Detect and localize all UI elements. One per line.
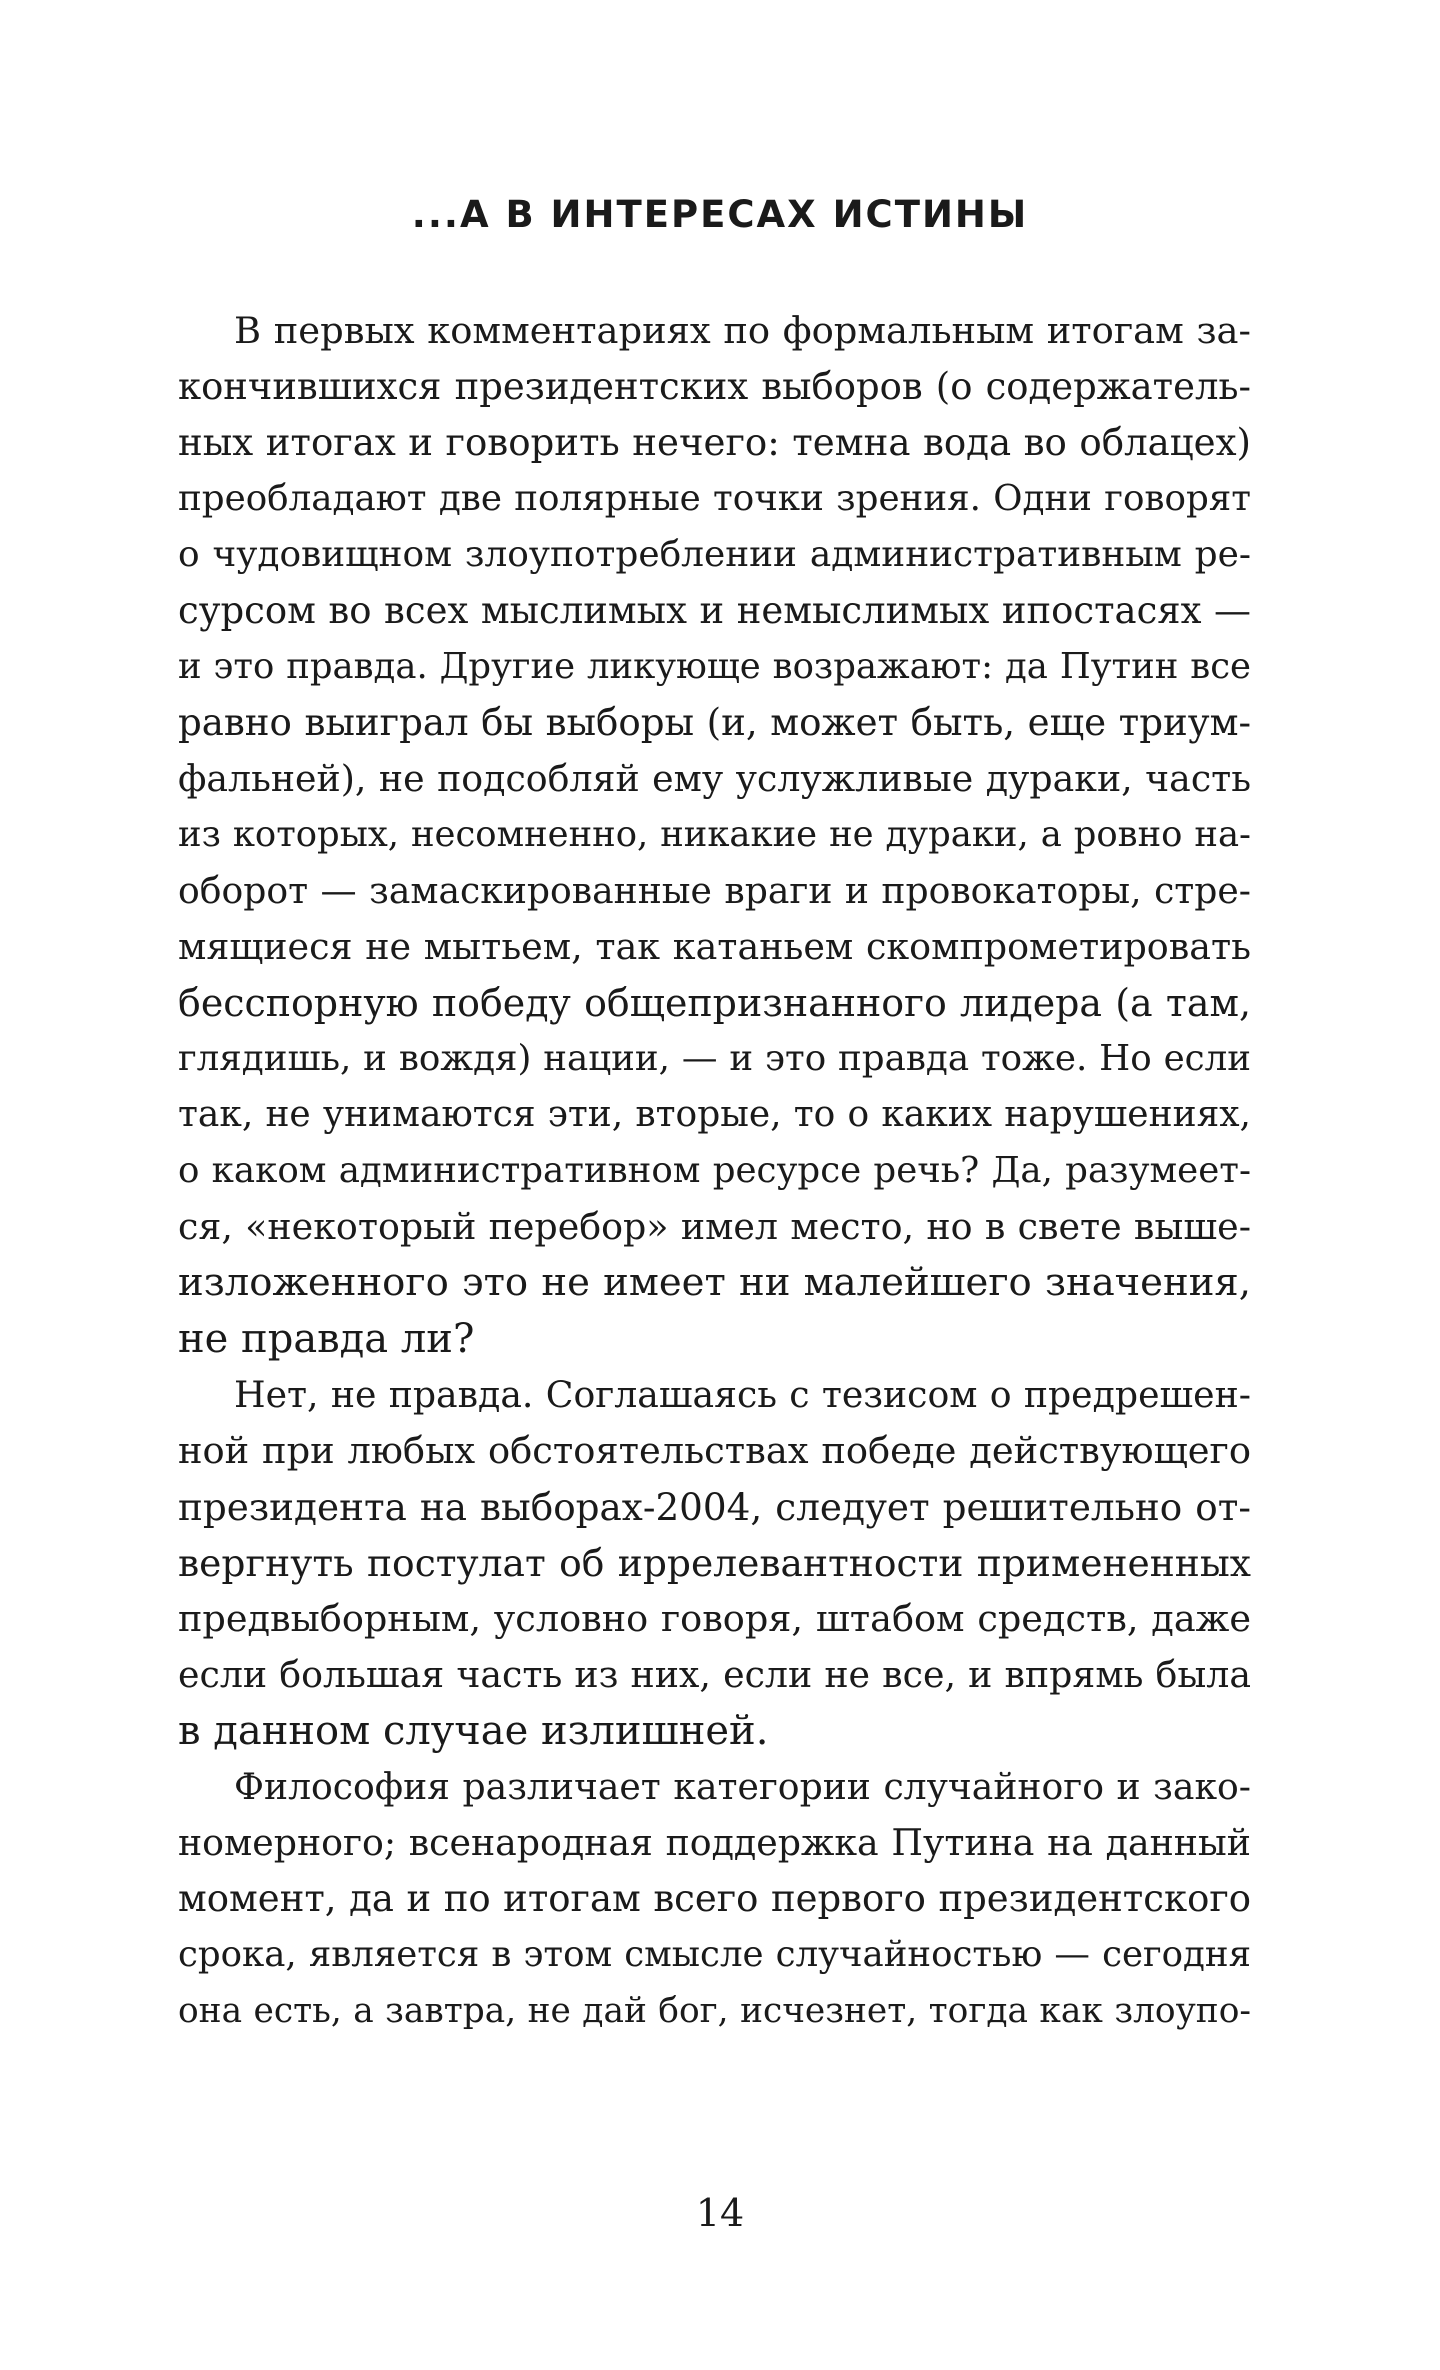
text-line: номерного; всенародная поддержка Путина на данный [178, 1821, 1251, 1864]
text-line: мящиеся не мытьем, так катаньем скомпрометировать [178, 925, 1251, 968]
text-line: и это правда. Другие ликующе возражают: да Путин все [178, 646, 1251, 687]
text-line: о каком административном ресурсе речь? Да, разумеет- [178, 1150, 1251, 1191]
text-line: ных итогах и говорить нечего: темна вода во облацех) [178, 421, 1251, 464]
text-line: равно выиграл бы выборы (и, может быть, еще триум- [178, 701, 1251, 744]
text-line: преобладают две полярные точки зрения. Одни говорят [178, 478, 1251, 519]
chapter-heading: ...А В ИНТЕРЕСАХ ИСТИНЫ [411, 193, 1029, 236]
text-line: глядишь, и вождя) нации, — и это правда тоже. Но если [178, 1038, 1251, 1079]
text-line: Философия различает категории случайного и зако- [234, 1765, 1251, 1808]
text-line: срока, является в этом смысле случайностью — сегодня [178, 1934, 1251, 1975]
text-line: если большая часть из них, если не все, и впрямь была [178, 1653, 1251, 1696]
text-line: из которых, несомненно, никакие не дураки, а ровно на- [178, 814, 1251, 855]
text-line: сурсом во всех мыслимых и немыслимых ипостасях — [178, 589, 1251, 632]
page-number: 14 [695, 2191, 745, 2235]
text-line: президента на выборах-2004, следует решительно от- [178, 1485, 1251, 1529]
body-text [178, 303, 1251, 2039]
text-line: Нет, не правда. Соглашаясь с тезисом о предрешен- [234, 1373, 1251, 1416]
text-line: момент, да и по итогам всего первого президентского [178, 1877, 1251, 1920]
text-line: она есть, а завтра, не дай бог, исчезнет, тогда как злоупо- [178, 1991, 1251, 2031]
text-line: так, не унимаются эти, вторые, то о каких нарушениях, [178, 1094, 1251, 1135]
text-line: в данном случае излишней. [178, 1708, 769, 1754]
text-line: кончившихся президентских выборов (о содержатель- [178, 365, 1251, 408]
text-line: не правда ли? [178, 1316, 475, 1362]
text-line: предвыборным, условно говоря, штабом средств, даже [178, 1597, 1251, 1640]
text-line: изложенного это не имеет ни малейшего значения, [178, 1260, 1251, 1305]
text-line: ся, «некоторый перебор» имел место, но в свете выше- [178, 1205, 1251, 1248]
text-line: о чудовищном злоупотреблении административным ре- [178, 534, 1251, 575]
text-line: оборот — замаскированные враги и провокаторы, стре- [178, 869, 1251, 912]
text-line: ной при любых обстоятельствах победе действующего [178, 1429, 1251, 1472]
text-line: вергнуть постулат об иррелевантности примененных [178, 1541, 1251, 1585]
text-line: фальней), не подсобляй ему услужливые дураки, часть [178, 757, 1251, 800]
text-line: бесспорную победу общепризнанного лидера (а там, [178, 981, 1251, 1025]
text-line: В первых комментариях по формальным итогам за- [234, 309, 1251, 352]
